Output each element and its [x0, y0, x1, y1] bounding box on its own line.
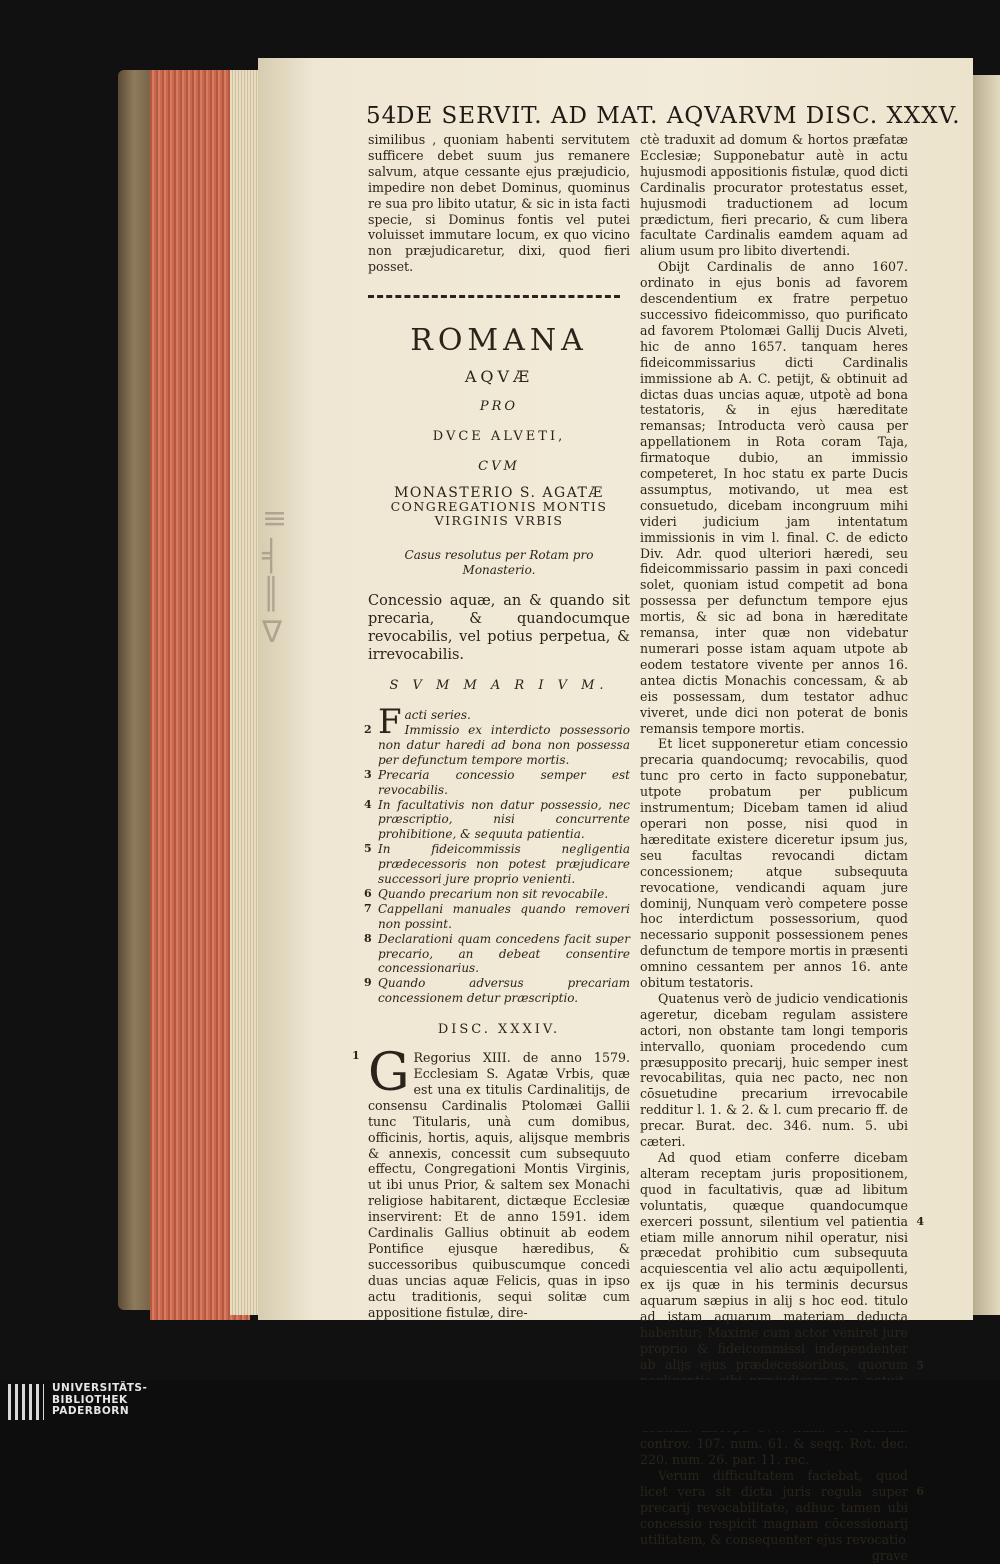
library-logo-icon: [8, 1384, 44, 1420]
drop-cap-f: F: [378, 702, 402, 743]
summary-item-text: In facultativis non datur possessio, nec præscriptio, nisi concurrente prohibitione, & sequuta patientia.: [378, 797, 630, 842]
left-column: [352, 132, 630, 1321]
logo-line-3: PADERBORN: [52, 1405, 130, 1417]
summary-item-number: 4: [364, 797, 372, 811]
right-paragraph-5-text: Ad quod etiam conferre dicebam alteram receptam juris propositionem, quod in facultativis, quæ ad libitum voluntatis, quæque quandocumque exerceri possunt, silentium vel patientia etiam mille annorum nihil operatur, nisi præcedat prohibitio cum subsequuta acquiescentia vel alio actu æquipollenti, ex ijs quæ in his terminis decursus aquarum sæpius in alij s hoc eod. titulo ad istam aquarum materiam deducta habentur; Maxime cum actor veniret jure proprio & fideicommissi independenter ab alijs ejus prædecessoribus, quorum controv. 107. num. 61. & seqq. Rot. dec. 220. num. 26. par. 11. rec.: [640, 1150, 908, 1468]
right-paragraph-6-text: Verum difficultatem faciebat, quod licet vera sit dicta juris regula super precarij revocabilitate, adhuc tamen ubi concessio respicit magnam cōcessionarij utilitatem, & consequenter ejus revocatio: [640, 1468, 908, 1547]
summary-item: [364, 886, 630, 902]
summary-item-number: 5: [364, 842, 372, 856]
summary-item-text: Precaria concessio semper est revocabilis.: [378, 767, 630, 797]
summary-item: [364, 797, 630, 843]
library-logo-text: [52, 1383, 147, 1418]
running-header: [366, 103, 961, 135]
title-line-1: ROMANA: [410, 323, 588, 359]
title-line-7: CONGREGATIONIS MONTIS: [390, 499, 608, 515]
left-body-text: Regorius XIII. de anno 1579. Ecclesiam S. Agatæ Vrbis, quæ est una ex titulis Cardinalitijs, de consensu Cardinalis Ptolomæi Gallii tunc Titularis, unà cum domibus, officinis, hortis, aquis, alijsque membris & annexis, concessit cum subsequuto effectu, Congregationi Montis Virginis, ut ibi unus Prior, & saltem sex Monachi religiose habitarent, dictæque Ecclesiæ inservirent: Et de anno 1591. idem Cardinalis Gallius obtinuit ab eodem Pontifice ejusque hæredibus, & successoribus quibuscumque concedi duas uncias aquæ Felicis, quas in ipso actu traditionis, sequi solitæ cum appositione fistulæ, dire-: [368, 1050, 630, 1320]
right-column: [640, 132, 924, 1564]
left-top-text: similibus , quoniam habenti servitutem sufficere debet suum jus remanere salvum, atque cessante ejus præjudicio, impedire non debet Dominus, quominus re sua pro libito utatur, & sic in ista facti specie, si Dominus fontis vel putei voluisset immutare locum, ex quo vicino non præjudicaretur, dixi, quod fieri posset.: [368, 132, 630, 275]
summary-item-1-text: acti series.: [404, 708, 471, 723]
summary-item-text: Declarationi quam concedens facit super precario, an debeat consentire concessionarius.: [378, 931, 630, 976]
title-line-5: CVM: [478, 459, 520, 475]
summary-item-number: 7: [364, 901, 372, 915]
summary-item-number: 3: [364, 767, 372, 781]
margin-mark-6: 6: [916, 1485, 924, 1499]
right-paragraph-3: Et licet supponeretur etiam concessio precaria quandocumq; revocabilis, quod tunc pro certo in facto supponebatur, utpote probatum per publicum instrumentum; Dicebam tamen id aliud operari non posse, nisi quod in hæreditate existere diceretur ipsum jus, seu facultas revocandi dictam concessionem; atque subsequuta revocatione, vendicandi aquam jure dominij, Nunquam verò competere posse hoc interdictum possessorium, quod necessario supponit possessionem penes defunctum de tempore mortis in præsenti omnino cessantem per annos 16. ante obitum testatoris.: [640, 736, 908, 991]
footer-bar: [0, 1380, 1000, 1431]
margin-mark-5: 5: [916, 1359, 924, 1372]
right-paragraph-4: Quatenus verò de judicio vendicationis ageretur, dicebam regulam assistere actori, non obstante tam longi temporis intervallo, quoniam procedendo cum præsupposito precarij, huic semper inest revocabilitas, quia nec pacto, nec non cōsuetudine precarium irrevocabile redditur l. 1. & 2. & l. cum precario ff. de precar. Burat. dec. 346. num. 5. ubi cæteri.: [640, 990, 908, 1150]
title-line-8: VIRGINIS VRBIS: [434, 513, 564, 529]
title-line-6: MONASTERIO S. AGATÆ: [394, 485, 604, 502]
left-body: [352, 1043, 630, 1320]
facing-page-edge: [973, 75, 1000, 1315]
page-leaves: [230, 70, 260, 1315]
title-line-3: PRO: [479, 399, 519, 415]
bleed-through-text: ≡ ╡ ║ ∇: [262, 501, 288, 650]
logo-line-1: UNIVERSITÄTS-: [52, 1382, 148, 1394]
right-paragraph-2: Obijt Cardinalis de anno 1607. ordinato in ejus bonis ad favorem descendentium ex fratre perpetuo successivo fideicommisso, quo purificato ad favorem Ptolomæi Gallij Ducis Alveti, hic de anno 1657. tanquam heres fideicommissarius dicti Cardinalis immissione ab A. C. petijt, & obtinuit ad dictas duas uncias aquæ, utpotè ad bona testatoris, & in ejus hæreditate remansas; Introducta verò causa per appellationem in Rota coram Taja, firmatoque dubio, an immissio competeret, In hoc statu ex parte Ducis assumptus, motivando, ut mea est consuetudo, dicebam incongruum mihi videri judicium jam intentatum immissionis in vim l. final. C. de edicto Div. Adr. quod ulteriori hæredi, seu fideicommissario passim in paxi concedi solet, quoniam istud competit ad bona possessa per defunctum tempore ejus mortis, & sic ad bona in hæreditate remansa, inter quæ non videbatur numerari posse istam aquam utpote ab eodem testatore vivente per annos 16. antea dictis Monachis concessam, & ab eis possessam, dum testator adhuc viveret, unde dici non poterat de bonis remansis tempore mortis.: [640, 259, 908, 736]
summary-item-text: Quando precarium non sit revocabile.: [378, 886, 609, 901]
summary-item-1: [368, 702, 630, 743]
margin-mark-1: 1: [352, 1049, 360, 1063]
running-title: DE SERVIT. AD MAT. AQVARVM DISC. XXXV.: [396, 103, 961, 129]
summary-item-text: Immissio ex interdicto possessorio non datur haredi ad bona non possessa per defunctum tempore mortis.: [378, 722, 630, 767]
title-line-4: DVCE ALVETI,: [432, 429, 566, 445]
summary-list: [364, 722, 630, 1006]
summary-item-number: 2: [364, 722, 372, 736]
lead-statement: Concessio aquæ, an & quando sit precaria, & quandocumque revocabilis, vel potius perpetua, & irrevocabilis.: [368, 593, 630, 664]
summary-item: [364, 976, 630, 1006]
summary-item-text: Cappellani manuales quando removeri non possint.: [378, 901, 630, 931]
summary-item: [364, 931, 630, 977]
drop-cap-g: G: [368, 1043, 410, 1104]
title-line-2: AQVÆ: [464, 367, 534, 387]
summary-item-text: Quando adversus precariam concessionem detur præscriptio.: [378, 976, 630, 1006]
summary-item: [364, 842, 630, 887]
right-paragraph-1: ctè traduxit ad domum & hortos præfatæ Ecclesiæ; Supponebatur autè in actu hujusmodi appositionis fistulæ, quod dicti Cardinalis procurator protestatus esset, hujusmodi traductionem ad locum prædictum, fieri precario, & cum libera facultate Cardinalis eamdem aquam ad alium usum pro libito divertendi.: [640, 132, 908, 259]
summary-item-number: 6: [364, 886, 372, 900]
summary-item-text: In fideicommissis negligentia prædecessoris non potest præjudicare successori jure proprio venienti.: [378, 842, 630, 887]
summary-item: [364, 901, 630, 932]
disc-heading: DISC. XXXIV.: [437, 1022, 561, 1038]
summary-item: [364, 767, 630, 798]
margin-mark-4: 4: [916, 1215, 924, 1228]
section-divider: [368, 295, 620, 304]
right-paragraph-6: [640, 1468, 924, 1548]
page-number: 54: [366, 103, 398, 129]
catchword: grave: [871, 1547, 908, 1563]
summary-heading: S V M M A R I V M.: [389, 678, 609, 694]
logo-line-2: BIBLIOTHEK: [52, 1393, 128, 1406]
summary-item-number: 9: [364, 976, 372, 990]
casus-note: Casus resolutus per Rotam pro Monasterio.: [404, 548, 594, 578]
summary-item-number: 8: [364, 931, 372, 945]
summary-item: [364, 722, 630, 768]
